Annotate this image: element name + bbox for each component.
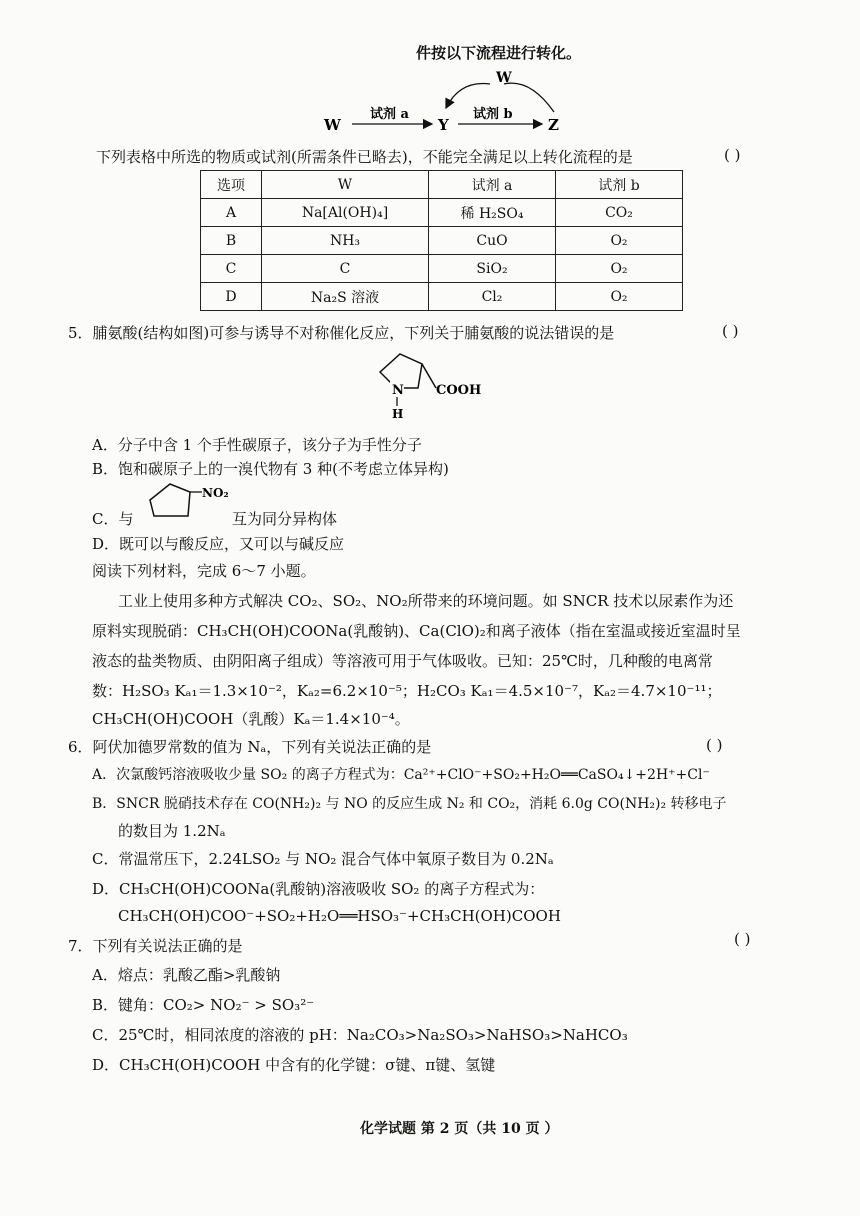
table-header-row <box>201 171 683 199</box>
flow-y: Y <box>438 116 449 134</box>
n-atom: N <box>392 383 404 398</box>
q7-option-b: B．键角：CO₂> NO₂⁻ > SO₃²⁻ <box>92 996 315 1014</box>
table-cell: NH₃ <box>262 227 429 255</box>
table-cell: C <box>201 255 262 283</box>
flow-curve-w-y <box>446 84 490 109</box>
q7-answer-paren: ( ) <box>734 930 751 948</box>
cooh-bond <box>422 364 436 388</box>
proline-structure <box>370 344 500 424</box>
q4-options-table <box>200 170 683 311</box>
q6-stem: 6．阿伏加德罗常数的值为 Nₐ，下列有关说法正确的是 <box>68 738 432 756</box>
table-header: W <box>262 171 429 199</box>
q4-question: 下列表格中所选的物质或试剂(所需条件已略去)，不能完全满足以上转化流程的是 <box>96 148 633 166</box>
q7-stem: 7．下列有关说法正确的是 <box>68 937 243 955</box>
q4-answer-paren: ( ) <box>724 146 741 164</box>
table-cell: CO₂ <box>556 199 683 227</box>
material-line-4: 数：H₂SO₃ Kₐ₁＝1.3×10⁻²，Kₐ₂=6.2×10⁻⁵；H₂CO₃ Kₐ₁＝4.5×10⁻⁷，Kₐ₂＝4.7×10⁻¹¹； <box>92 682 722 700</box>
q5-option-a: A．分子中含 1 个手性碳原子，该分子为手性分子 <box>92 436 422 454</box>
table-row <box>201 227 683 255</box>
nitrocyclopentane-structure <box>138 478 238 526</box>
table-header: 试剂 a <box>429 171 556 199</box>
q7-option-a: A．熔点：乳酸乙酯>乳酸钠 <box>92 966 281 984</box>
material-line-3: 液态的盐类物质、由阴阳离子组成）等溶液可用于气体吸收。已知：25℃时，几种酸的电离常 <box>92 652 713 670</box>
q5-stem: 5．脯氨酸(结构如图)可参与诱导不对称催化反应，下列关于脯氨酸的说法错误的是 <box>68 324 615 342</box>
q7-option-d: D．CH₃CH(OH)COOH 中含有的化学键：σ键、π键、氢键 <box>92 1056 496 1074</box>
table-cell: Cl₂ <box>429 283 556 311</box>
q6-answer-paren: ( ) <box>706 736 723 754</box>
table-header: 选项 <box>201 171 262 199</box>
q6-option-b-line2: 的数目为 1.2Nₐ <box>118 822 226 840</box>
q5-option-d: D．既可以与酸反应，又可以与碱反应 <box>92 535 345 553</box>
table-cell: D <box>201 283 262 311</box>
no2-group: NO₂ <box>202 486 229 500</box>
material-intro: 阅读下列材料，完成 6～7 小题。 <box>92 562 316 580</box>
cyclopentane-ring <box>150 484 190 516</box>
table-cell: CuO <box>429 227 556 255</box>
q6-option-a: A．次氯酸钙溶液吸收少量 SO₂ 的离子方程式为：Ca²⁺+ClO⁻+SO₂+H₂O══CaSO₄↓+2H⁺+Cl⁻ <box>92 767 710 783</box>
table-cell: C <box>262 255 429 283</box>
table-cell: O₂ <box>556 227 683 255</box>
table-header: 试剂 b <box>556 171 683 199</box>
material-line-2: 原料实现脱硝：CH₃CH(OH)COONa(乳酸钠)、Ca(ClO)₂和离子液体（指在室温或接近室温时呈 <box>92 622 741 640</box>
q5-answer-paren: ( ) <box>722 322 739 340</box>
flow-w-top: W <box>496 70 512 86</box>
table-cell: Na[Al(OH)₄] <box>262 199 429 227</box>
material-line-5: CH₃CH(OH)COOH（乳酸）Kₐ＝1.4×10⁻⁴。 <box>92 710 410 728</box>
table-cell: 稀 H₂SO₄ <box>429 199 556 227</box>
page-footer: 化学试题 第 2 页（共 10 页 ） <box>360 1121 559 1137</box>
q6-option-d-line1: D．CH₃CH(OH)COONa(乳酸钠)溶液吸收 SO₂ 的离子方程式为： <box>92 880 545 898</box>
q5-option-c-prefix: C．与 <box>92 510 134 528</box>
table-cell: A <box>201 199 262 227</box>
flow-w-left: W <box>324 116 341 134</box>
table-row <box>201 199 683 227</box>
table-cell: SiO₂ <box>429 255 556 283</box>
flow-z: Z <box>548 116 559 134</box>
table-cell: O₂ <box>556 283 683 311</box>
flow-reagent-a: 试剂 a <box>370 107 409 122</box>
q7-option-c: C．25℃时，相同浓度的溶液的 pH：Na₂CO₃>Na₂SO₃>NaHSO₃>NaHCO₃ <box>92 1026 628 1044</box>
material-line-1: 工业上使用多种方式解决 CO₂、SO₂、NO₂所带来的环境问题。如 SNCR 技术以尿素作为还 <box>118 592 734 610</box>
table-cell: B <box>201 227 262 255</box>
q6-option-d-line2: CH₃CH(OH)COO⁻+SO₂+H₂O══HSO₃⁻+CH₃CH(OH)COOH <box>118 907 561 925</box>
h-atom: H <box>392 407 404 421</box>
conversion-flow-diagram <box>310 62 600 140</box>
q6-option-b-line1: B．SNCR 脱硝技术存在 CO(NH₂)₂ 与 NO 的反应生成 N₂ 和 CO₂，消耗 6.0g CO(NH₂)₂ 转移电子 <box>92 796 727 812</box>
table-cell: O₂ <box>556 255 683 283</box>
table-cell: Na₂S 溶液 <box>262 283 429 311</box>
q6-option-c: C．常温常压下，2.24LSO₂ 与 NO₂ 混合气体中氧原子数目为 0.2Nₐ <box>92 850 554 868</box>
q4-intro-tail: 件按以下流程进行转化。 <box>416 44 582 62</box>
q5-option-c-suffix: 互为同分异构体 <box>232 510 338 528</box>
table-row <box>201 283 683 311</box>
flow-reagent-b: 试剂 b <box>473 107 513 122</box>
table-row <box>201 255 683 283</box>
cooh-group: COOH <box>436 383 482 398</box>
q5-option-b: B．饱和碳原子上的一溴代物有 3 种(不考虑立体异构) <box>92 460 449 478</box>
